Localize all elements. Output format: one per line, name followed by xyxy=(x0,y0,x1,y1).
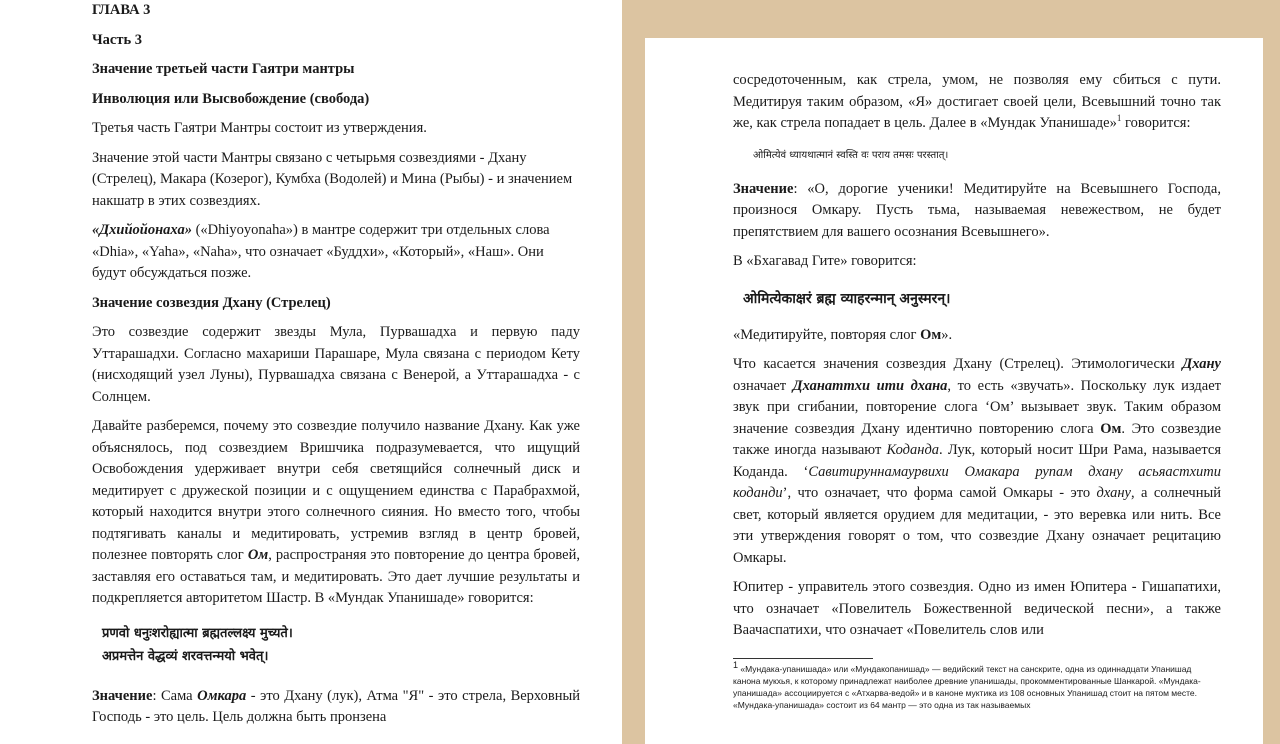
footnote: 1 «Мундака-упанишада» или «Мундакопанишад» — ведийский текст на санскрите, одна из одиннадцати Упанишад канона мукхья, к которому принадлежат наиболее древние упанишады, прокомментированные Шанкарой. «Мундака-упанишада» ассоциируется с «Атхарва-ведой» и в каноне муктика из 108 основных Упанишад стоит на пятом месте. «Мундака-упанишада» состоит из 64 мантр — это одна из так называемых xyxy=(733,659,1201,710)
sanskrit-verse: ओमित्येकाक्षरं ब्रह्म व्याहरन्मान् अनुस्मरन्। xyxy=(743,290,951,307)
chapter-heading: ГЛАВА 3 xyxy=(92,2,151,18)
paragraph-meaning: Значение: Сама Омкара - это Дхану (лук), Атма "Я" - это стрела, Верховный Господь - это цель. Цель должна быть пронзена xyxy=(92,687,580,725)
right-page xyxy=(645,38,1263,744)
quote-om: «Медитируйте, повторяя слог Ом». xyxy=(733,326,953,343)
sanskrit-line: प्रणवो धनुःशरोह्यात्मा ब्रह्मतल्लक्ष्य मुच्यते। xyxy=(102,625,293,641)
footnote-divider xyxy=(733,658,873,659)
sanskrit-line: अप्रमत्तेन वेद्धव्यं शरवत्तन्मयो भवेत्। xyxy=(102,648,269,664)
paragraph-continuation: сосредоточенным, как стрела, умом, не позволяя ему сбиться с пути. Медитируя таким образом, «Я» достигает своей цели, Всевышний точно так же, как стрела попадает в цель. Далее в «Мундак Упанишаде»$^1$ говорится: xyxy=(733,72,1221,131)
footnote-section xyxy=(733,658,1221,711)
paragraph-jupiter: Юпитер - управитель этого созвездия. Одно из имен Юпитера - Гишапатихи, что означает «Повелитель Божественной ведической песни», а также Ваачаспатихи, что означает «Повелитель слов или xyxy=(733,579,1221,638)
left-page xyxy=(0,0,622,744)
involution-heading: Инволюция или Высвобождение (свобода) xyxy=(92,90,370,107)
paragraph-intro: Третья часть Гаятри Мантры состоит из утверждения. xyxy=(92,120,427,136)
paragraph-constellations: Значение этой части Мантры связано с четырьмя созвездиями - Дхану (Стрелец), Макара (Козерог), Кумбха (Водолей) и Мина (Рыбы) - и значением накшатр в этих созвездиях. xyxy=(92,149,573,209)
paragraph-dhanu-explanation: Давайте разберемся, почему это созвездие получило название Дхану. Как уже объяснялось, под созвездием Вришчика подразумевается, что ищущий Освобождения удерживает внутри себя светящийся солнечный диск и медитирует с дружеской позиции и с ощущением единства с Парабрахмой, который находится внутри этого солнечного сияния. Но вместо того, чтобы подтягивать каналы и медитировать, устремив взгляд в центр бровей, полезнее повторять слог Ом, распространяя это повторение до центра бровей, заставляя его оставаться там, и медитировать. Это дает лучшие результаты и подкрепляется авторитетом Шастр. В «Мундак Упанишаде» говорится: xyxy=(92,418,581,606)
paragraph-dhiyoyonaha: «Дхийойонаха» («Dhiyoyonaha») в мантре содержит три отдельных слова «Dhia», «Yaha», «Naha», что означает «Буддхи», «Который», «Наш». Они будут обсуждаться позже. xyxy=(92,222,550,281)
dhanu-heading: Значение созвездия Дхану (Стрелец) xyxy=(92,294,331,311)
paragraph-meaning: Значение: «О, дорогие ученики! Медитируйте на Всевышнего Господа, произнося Омкару. Пусть тьма, называемая невежеством, не будет препятствием для вашего осознания Всевышнего». xyxy=(733,180,1221,240)
sanskrit-verse xyxy=(92,622,580,668)
gita-intro: В «Бхагавад Гите» говорится: xyxy=(733,253,917,269)
footnote-ref: 1 xyxy=(1116,113,1122,124)
part-heading: Часть 3 xyxy=(92,31,142,48)
paragraph-etymology: Что касается значения созвездия Дхану (Стрелец). Этимологически Дхану означает Дханаттхи ити дхана, то есть «звучать». Поскольку лук издает звук при сгибании, повторение слога ‘Ом’ вызывает звук. Таким образом значение созвездия Дхану идентично повторению слога Ом. Это созвездие также иногда называют Коданда. Лук, который носит Шри Рама, называется Коданда. ‘Савитируннамаурвихи Омакара рупам дхану асьяастхити коданди’, что означает, что форма самой Омкары - это дхану, а солнечный свет, который является орудием для медитации, - это веревка или нить. Все эти утверждения говорят о том, что созвездие Дхану означает рецитацию Омкары. xyxy=(733,356,1222,566)
term-dhiyoyonaha: «Дхийойонаха» xyxy=(92,222,192,238)
meaning-heading: Значение третьей части Гаятри мантры xyxy=(92,61,355,77)
paragraph-stars: Это созвездие содержит звезды Мула, Пурвашадха и первую паду Уттарашадхи. Согласно махариши Парашаре, Мула связана с периодом Кету (нисходящий узел Луны), Пурвашадха связана с Венерой, а Уттарашадха - с Солнцем. xyxy=(92,324,580,405)
sanskrit-verse: ओमित्येवं ध्यायथात्मानं स्वस्ति वः पराय तमसः परस्तात्। xyxy=(753,149,949,161)
